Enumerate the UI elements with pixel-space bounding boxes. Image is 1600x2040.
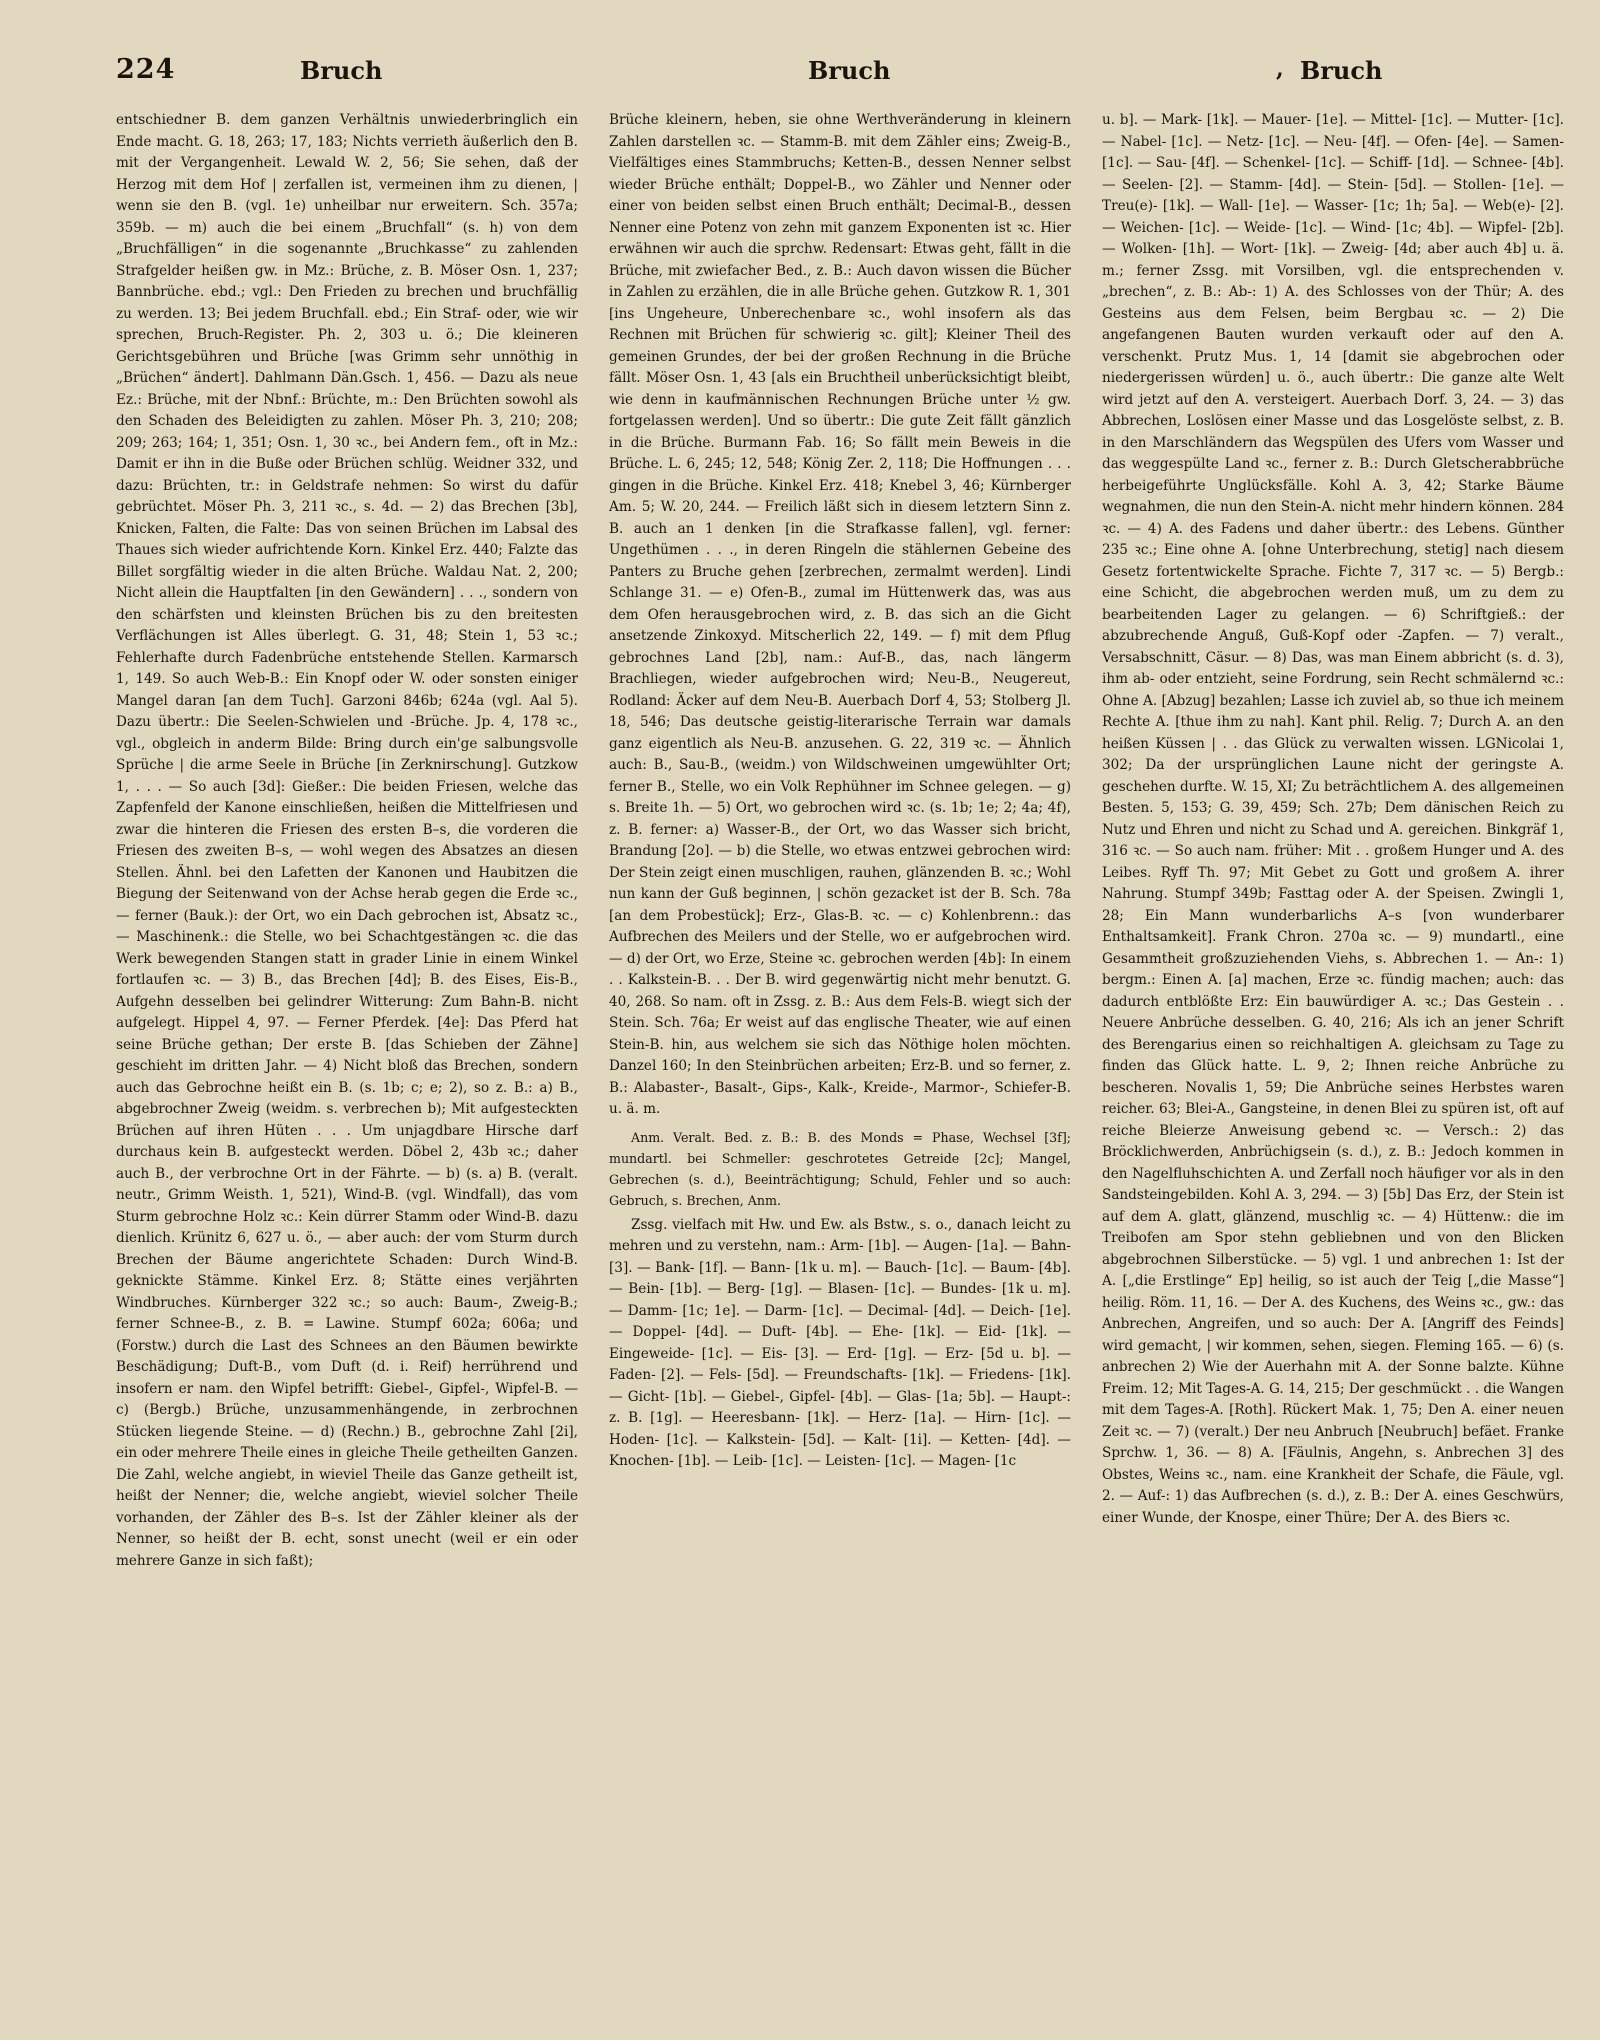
page-number: 224 — [116, 54, 176, 85]
text-columns — [116, 110, 1576, 2020]
column-1 — [116, 110, 578, 2015]
column-3 — [1102, 110, 1564, 2015]
running-head-comma: , — [1276, 56, 1284, 82]
column-2-note: Anm. Veralt. Bed. z. B.: B. des Monds = Phase, Wechsel [3f]; mundartl. bei Schmeller: geschrotetes Getreide [2c]; Mangel, Gebrechen (s. d.), Beeinträchtigung; Schuld, Fehler und so auch: Gebruch, s. Brechen, Anm. — [609, 1129, 1071, 1208]
column-2 — [609, 110, 1071, 2015]
column-2-paragraph: Brüche kleinern, heben, sie ohne Werthveränderung in kleinern Zahlen darstellen ꝛc. — Stamm-B. mit dem Zähler eins; Zweig-B., Vielfältiges eines Stammbruchs; Ketten-B., dessen Nenner selbst wieder Brüche enthält; Doppel-B., wo Zähler und Nenner oder einer von beiden selbst einen Bruch enthält; Decimal-B., dessen Nenner eine Potenz von zehn mit ganzem Exponenten ist ꝛc. Hier erwähnen wir auch die sprchw. Redensart: Etwas geht, fällt in die Brüche, mit zwiefacher Bed., z. B.: Auch davon wissen die Bücher in Zahlen zu erzählen, die in alle Brüche gehen. Gutzkow R. 1, 301 [ins Ungeheure, Unberechenbare ꝛc., wohl insofern als das Rechnen mit Brüchen für schwierig ꝛc. gilt]; Kleiner Theil des gemeinen Grundes, der bei der großen Rechnung in die Brüche fällt. Möser Osn. 1, 43 [als ein Bruchtheil unberücksichtigt bleibt, wie denn in kaufmännischen Rechnungen Brüche unter ½ gw. fortgelassen werden]. Und so übertr.: Die gute Zeit fällt gänzlich in die Brüche. Burmann Fab. 16; So fällt mein Beweis in die Brüche. L. 6, 245; 12, 548; König Zer. 2, 118; Die Hoffnungen . . . gingen in die Brüche. Kinkel Erz. 418; Knebel 3, 46; Kürnberger Am. 5; W. 20, 244. — Freilich läßt sich in diesem letztern Sinn z. B. auch an 1 denken [in die Strafkasse fallen], vgl. ferner: Ungethümen . . ., in deren Ringeln die stählernen Gebeine des Panters zu Bruche gehen [zerbrechen, zermalmt werden]. Lindi Schlange 31. — e) Ofen-B., zumal im Hüttenwerk das, was aus dem Ofen herausgebrochen wird, z. B. das sich an die Gicht ansetzende Zinkoxyd. Mitscherlich 22, 149. — f) mit dem Pflug gebrochnes Land [2b], nam.: Auf-B., das, nach längerm Brachliegen, wieder aufgebrochen wird; Neu-B., Neugereut, Rodland: Äcker auf dem Neu-B. Auerbach Dorf 4, 53; Stolberg Jl. 18, 546; Das deutsche geistig-literarische Terrain war damals ganz eigentlich als Neu-B. anzusehen. G. 22, 319 ꝛc. — Ähnlich auch: B., Sau-B., (weidm.) von Wildschweinen umgewühlter Ort; ferner B., Stelle, wo ein Volk Rephühner im Schnee gelegen. — g) s. Breite 1h. — 5) Ort, wo gebrochen wird ꝛc. (s. 1b; 1e; 2; 4a; 4f), z. B. ferner: a) Wasser-B., der Ort, wo das Wasser sich bricht, Brandung [2o]. — b) die Stelle, wo etwas entzwei gebrochen wird: Der Stein zeigt einen muschligen, rauhen, glänzenden B. ꝛc.; Wohl nun kann der Guß beginnen, | schön gezacket ist der B. Sch. 78a [an dem Probestück]; Erz-, Glas-B. ꝛc. — c) Kohlenbrenn.: das Aufbrechen des Meilers und der Stelle, wo er aufgebrochen wird. — d) der Ort, wo Erze, Steine ꝛc. gebrochen werden [4b]: In einem . . Kalkstein-B. . . Der B. wird gegenwärtig nicht mehr benutzt. G. 40, 268. So nam. oft in Zssg. z. B.: Aus dem Fels-B. wiegt sich der Stein. Sch. 76a; Er weist auf das englische Theater, wie auf einen Stein-B. hin, aus welchem sie sich das Nöthige holen möchten. Danzel 160; In den Steinbrüchen arbeiten; Erz-B. und so ferner, z. B.: Alabaster-, Basalt-, Gips-, Kalk-, Kreide-, Marmor-, Schiefer-B. u. ä. m. — [609, 112, 1071, 1117]
running-head-center: Bruch — [808, 56, 891, 85]
column-1-paragraph: entschiedner B. dem ganzen Verhältnis unwiederbringlich ein Ende macht. G. 18, 263; 17, 183; Nichts verrieth äußerlich den B. mit der Vergangenheit. Lewald W. 2, 56; Sie sehen, daß der Herzog mit dem Hof | zerfallen ist, vermeinen ihm zu dienen, | wenn sie den B. (vgl. 1e) unheilbar nur erweitern. Sch. 357a; 359b. — m) auch die bei einem „Bruchfall“ (s. h) von dem „Bruchfälligen“ in die sogenannte „Bruchkasse“ zu zahlenden Strafgelder heißen gw. in Mz.: Brüche, z. B. Möser Osn. 1, 237; Bannbrüche. ebd.; vgl.: Den Frieden zu brechen und bruchfällig zu werden. 13; Bei jedem Bruchfall. ebd.; Ein Straf- oder, wie wir sprechen, Bruch-Register. Ph. 2, 303 u. ö.; Die kleineren Gerichtsgebühren und Brüche [was Grimm sehr unnöthig in „Brüchen“ ändert]. Dahlmann Dän.Gsch. 1, 456. — Dazu als neue Ez.: Brüche, mit der Nbnf.: Brüchte, m.: Den Brüchten sowohl als den Schaden des Beleidigten zu zahlen. Möser Ph. 3, 210; 208; 209; 263; 164; 1, 351; Osn. 1, 30 ꝛc., bei Andern fem., oft in Mz.: Damit er ihn in die Buße oder Brüchen schlüg. Weidner 332, und dazu: Brüchten, tr.: in Geldstrafe nehmen: So wirst du dafür gebrüchtet. Möser Ph. 3, 211 ꝛc., s. 4d. — 2) das Brechen [3b], Knicken, Falten, die Falte: Das von seinen Brüchen im Labsal des Thaues sich wieder aufrichtende Korn. Kinkel Erz. 440; Falzte das Billet sorgfältig wieder in die alten Brüche. Waldau Nat. 2, 200; Nicht allein die Hauptfalten [in den Gewändern] . . ., sondern von den schärfsten und kleinsten Brüchen bis zu den breitesten Verflächungen ist Alles überlegt. G. 31, 48; Stein 1, 53 ꝛc.; Fehlerhafte durch Fadenbrüche entstehende Stellen. Karmarsch 1, 149. So auch Web-B.: Ein Knopf oder W. oder sonsten einiger Mangel daran [an dem Tuch]. Garzoni 846b; 624a (vgl. Aal 5). Dazu übertr.: Die Seelen-Schwielen und -Brüche. Jp. 4, 178 ꝛc., vgl., obgleich in anderm Bilde: Bring durch ein'ge salbungsvolle Sprüche | die arme Seele in Brüche [in Zerknirschung]. Gutzkow 1, . . . — So auch [3d]: Gießer.: Die beiden Friesen, welche das Zapfenfeld der Kanone einschließen, heißen die Mittelfriesen und zwar die hinteren die Friesen des ersten B–s, die vorderen die Friesen des zweiten B–s, — wohl wegen des Absatzes an diesen Stellen. Ähnl. bei den Lafetten der Kanonen und Haubitzen die Biegung der Seitenwand von der Achse herab gegen die Erde ꝛc., — ferner (Bauk.): der Ort, wo ein Dach gebrochen ist, Absatz ꝛc., — Maschinenk.: die Stelle, wo bei Schachtgestängen ꝛc. die das Werk bewegenden Stangen statt in grader Linie in einem Winkel fortlaufen ꝛc. — 3) B., das Brechen [4d]; B. des Eises, Eis-B., Aufgehn desselben bei gelindrer Witterung: Zum Bahn-B. nicht aufgelegt. Hippel 4, 97. — Ferner Pferdek. [4e]: Das Pferd hat seine Brüche gethan; Der erste B. [das Schieben der Zähne] geschieht im dritten Jahr. — 4) Nicht bloß das Brechen, sondern auch das Gebrochne heißt ein B. (s. 1b; c; e; 2), so z. B.: a) B., abgebrochner Zweig (weidm. s. verbrechen b); Mit aufgesteckten Brüchen auf ihren Hüten . . . Um unjagdbare Hirsche darf durchaus kein B. aufgesteckt werden. Döbel 2, 43b ꝛc.; daher auch B., der verbrochne Ort in der Fährte. — b) (s. a) B. (veralt. neutr., Grimm Weisth. 1, 521), Wind-B. (vgl. Windfall), das vom Sturm gebrochne Holz ꝛc.: Kein dürrer Stamm oder Wind-B. dazu dienlich. Krünitz 6, 627 u. ö., — aber auch: der vom Sturm durch Brechen der Bäume angerichtete Schaden: Durch Wind-B. geknickte Stämme. Kinkel Erz. 8; Stätte eines verjährten Windbruches. Kürnberger 322 ꝛc.; so auch: Baum-, Zweig-B.; ferner Schnee-B., z. B. = Lawine. Stumpf 602a; 606a; und (Forstw.) durch die Last des Schneeѕ an den Bäumen bewirkte Beschädigung; Duft-B., vom Duft (d. i. Reif) herrührend und insofern er nam. den Wipfel betrifft: Giebel-, Gipfel-, Wipfel-B. — c) (Bergb.) Brüche, unzusammenhängende, in zerbrochnen Stücken liegende Steine. — d) (Rechn.) B., gebrochne Zahl [2i], ein oder mehrere Theile eines in gleiche Theile getheilten Ganzen. Die Zahl, welche angiebt, in wieviel Theile das Ganze getheilt ist, heißt der Nenner; die, welche angiebt, wieviel solcher Theile vorhanden, der Zähler des B–s. Ist der Zähler kleiner als der Nenner, so heißt der B. echt, sonst unecht (weil er ein oder mehrere Ganze in sich faßt); — [116, 112, 578, 1569]
column-3-paragraph: u. b]. — Mark- [1k]. — Mauer- [1e]. — Mittel- [1c]. — Mutter- [1c]. — Nabel- [1c]. — Netz- [1c]. — Neu- [4f]. — Ofen- [4e]. — Samen- [1c]. — Sau- [4f]. — Schenkel- [1c]. — Schiff- [1d]. — Schnee- [4b]. — Seelen- [2]. — Stamm- [4d]. — Stein- [5d]. — Stollen- [1e]. — Treu(e)- [1k]. — Wall- [1e]. — Wasser- [1c; 1h; 5a]. — Web(e)- [2]. — Weichen- [1c]. — Weide- [1c]. — Wind- [1c; 4b]. — Wipfel- [2b]. — Wolken- [1h]. — Wort- [1k]. — Zweig- [4d; aber auch 4b] u. ä. m.; ferner Zssg. mit Vorsilben, vgl. die entsprechenden v. „brechen“, z. B.: Ab-: 1) A. des Schlosses von der Thür; A. des Gesteins aus dem Felsen, beim Bergbau ꝛc. — 2) Die angefangenen Bauten wurden verkauft oder auf den A. verschenkt. Prutz Mus. 1, 14 [damit sie abgebrochen oder niedergerissen würden] u. ö., auch übertr.: Die ganze alte Welt wird jetzt auf den A. versteigert. Auerbach Dorf. 3, 24. — 3) das Abbrechen, Loslösen einer Masse und das Losgelöste selbst, z. B. in den Marschländern das Wegspülen des Ufers vom Wasser und das weggespülte Land ꝛc., ferner z. B.: Durch Gletscherabbrüche herbeigeführte Unglücksfälle. Kohl A. 3, 42; Starke Bäume wegnahmen, die nun den Stein-A. nicht mehr hindern können. 284 ꝛc. — 4) A. des Fadens und daher übertr.: des Lebens. Günther 235 ꝛc.; Eine ohne A. [ohne Unterbrechung, stetig] nach diesem Gesetz fortentwickelte Sprache. Fichte 7, 317 ꝛc. — 5) Bergb.: eine Schicht, die abgebrochen werden muß, um zu dem zu bearbeitenden Lager zu gelangen. — 6) Schriftgieß.: der abzubrechende Anguß, Guß-Kopf oder -Zapfen. — 7) veralt., Versabschnitt, Cäsur. — 8) Das, was man Einem abbricht (s. d. 3), ihm ab- oder entzieht, seine Fordrung, sein Recht schmälernd ꝛc.: Ohne A. [Abzug] bezahlen; Lasse ich zuviel ab, so thue ich meinem Rechte A. [thue ihm zu nah]. Kant phil. Relig. 7; Durch A. an den heißen Küssen | . . das Glück zu verwalten wissen. LGNicolai 1, 302; Da der ursprünglichen Laune nicht der geringste A. geschehen durfte. W. 15, XI; Zu beträchtlichem A. des allgemeinen Besten. 5, 153; G. 39, 459; Sch. 27b; Dem dänischen Reich zu Nutz und Ehren und nicht zu Schad und A. gereichen. Binkgräf 1, 316 ꝛc. — So auch nam. früher: Mit . . großem Hunger und A. des Leibes. Ryff Th. 97; Mit Gebet zu Gott und großem A. ihrer Nahrung. Stumpf 349b; Fasttag oder A. der Speisen. Zwingli 1, 28; Ein Mann wunderbarlichs A–s [von wunderbarer Enthaltsamkeit]. Frank Chron. 270a ꝛc. — 9) mundartl., eine Gesammtheit großzuziehenden Viehs, s. Abbrechen 1. — An-: 1) bergm.: Einen A. [a] machen, Erze ꝛc. fündig machen; auch: das dadurch entblößte Erz: Ein bauwürdiger A. ꝛc.; Das Gestein . . Neuere Anbrüche desselben. G. 40, 216; Als ich an jener Schrift des Berengarius einen so reichhaltigen A. gleichsam zu Tage zu finden das Glück hatte. L. 9, 2; Ihnen reiche Anbrüche zu bescheren. Novalis 1, 59; Die Anbrüche seines Herbstes waren reicher. 63; Blei-A., Gangsteine, in denen Blei zu spüren ist, oft auf reiche Bleierze Anweisung gebend ꝛc. — Versch.: 2) das Bröcklichwerden, Anbrüchigsein (s. d.), z. B.: Jedoch kommen in den Nagelfluhschichten A. und Zerfall noch häufiger vor als in den Sandsteingebilden. Kohl A. 3, 294. — 3) [5b] Das Erz, der Stein ist auf dem A. glatt, glänzend, muschlig ꝛc. — 4) Hüttenw.: die im Treibofen am Spor stehn gebliebnen und von den Blicken abgebrochnen Silberstücke. — 5) vgl. 1 und anbrechen 1: Ist der A. [„die Erstlinge“ Ep] heilig, so ist auch der Teig [„die Masse“] heilig. Röm. 11, 16. — Der A. des Kuchens, des Weins ꝛc., gw.: das Anbrechen, Angreifen, und so auch: Der A. [Angriff des Feinds] wird gemacht, | wir kommen, sehen, siegen. Fleming 165. — 6) (s. anbrechen 2) Wie der Auerhahn mit A. der Sonne balzte. Kühne Freim. 12; Mit Tages-A. G. 14, 215; Der geschmückt . . die Wangen mit dem Tages-A. [Roth]. Rückert Mak. 1, 75; Den A. einer neuen Zeit ꝛc. — 7) (veralt.) Der neu Anbruch [Neubruch] befäet. Franke Sprchw. 1, 36. — 8) A. [Fäulnis, Angehn, s. Anbrechen 3] des Obstes, Weins ꝛc., nam. eine Krankheit der Schafe, die Fäule, vgl. 2. — Auf-: 1) das Aufbrechen (s. d.), z. B.: Der A. eines Geschwürs, einer Wunde, der Knospe, einer Thüre; Der A. des Biers ꝛc. — [1102, 112, 1564, 1526]
page-header — [0, 44, 1600, 84]
column-2-compounds: Zssg. vielfach mit Hw. und Ew. als Bstw., s. o., danach leicht zu mehren und zu verstehn, nam.: Arm- [1b]. — Augen- [1a]. — Bahn- [3]. — Bank- [1f]. — Bann- [1k u. m]. — Bauch- [1c]. — Baum- [4b]. — Bein- [1b]. — Berg- [1g]. — Blasen- [1c]. — Bundes- [1k u. m]. — Damm- [1c; 1e]. — Darm- [1c]. — Decimal- [4d]. — Deich- [1e]. — Doppel- [4d]. — Duft- [4b]. — Ehe- [1k]. — Eid- [1k]. — Eingeweide- [1c]. — Eis- [3]. — Erd- [1g]. — Erz- [5d u. b]. — Faden- [2]. — Fels- [5d]. — Freundschafts- [1k]. — Friedens- [1k]. — Gicht- [1b]. — Giebel-, Gipfel- [4b]. — Glas- [1a; 5b]. — Haupt-: z. B. [1g]. — Heeresbann- [1k]. — Herz- [1a]. — Hirn- [1c]. — Hoden- [1c]. — Kalkstein- [5d]. — Kalt- [1i]. — Ketten- [4d]. — Knochen- [1b]. — Leib- [1c]. — Leisten- [1c]. — Magen- [1c — [609, 1216, 1071, 1469]
running-head-right: Bruch — [1300, 56, 1383, 85]
running-head-left: Bruch — [300, 56, 383, 85]
